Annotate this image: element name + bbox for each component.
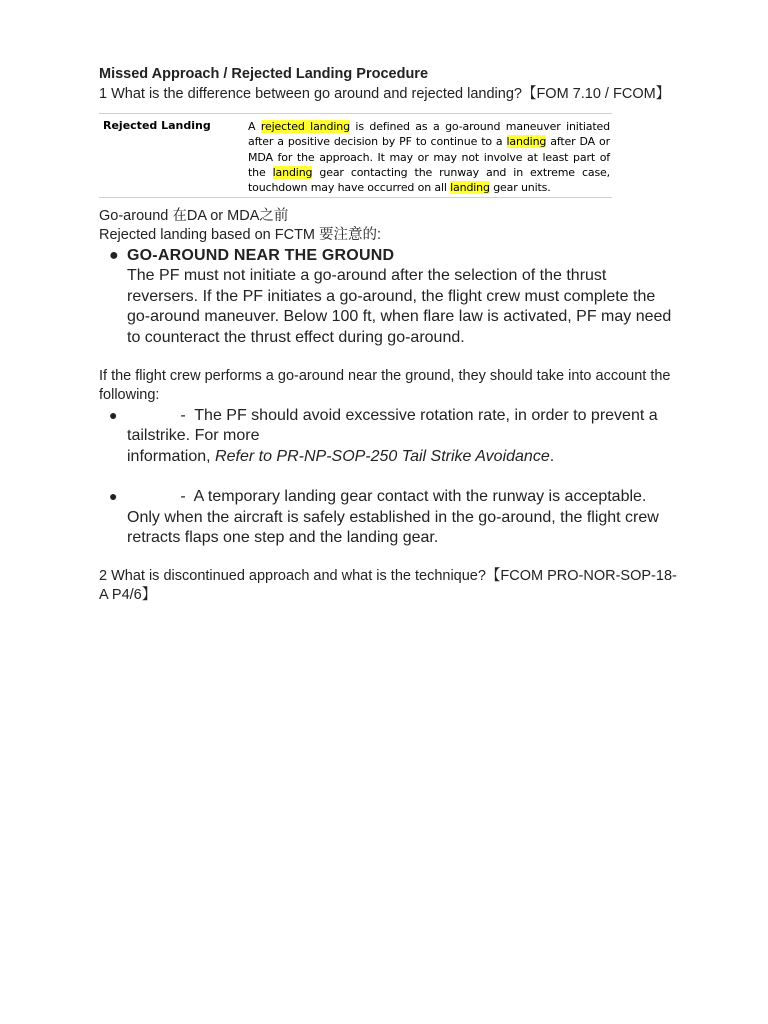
item-text: - A temporary landing gear contact with the runway is acceptable.	[127, 488, 647, 506]
main-bullet-list	[99, 246, 679, 348]
question-1: 1 What is the difference between go around and rejected landing?【FOM 7.10 / FCOM】	[99, 86, 671, 102]
bullet-icon: ●	[109, 488, 118, 505]
highlight-rejected-landing: rejected landing	[260, 120, 350, 133]
item-detail: Only when the aircraft is safely established in the go-around, the flight crew retracts flaps one step and the landing gear.	[127, 508, 659, 547]
highlight-landing: landing	[506, 135, 547, 149]
item-suffix: .	[549, 447, 555, 465]
item-reference	[127, 447, 679, 467]
question-2: 2 What is discontinued approach and what is the technique?【FCOM PRO-NOR-SOP-18-A P4/6】	[99, 568, 677, 604]
highlight-landing: landing	[272, 165, 313, 179]
item-prefix: information,	[127, 447, 216, 465]
bullet-body: The PF must not initiate a go-around after the selection of the thrust reversers. If the PF initiates a go-around, the flight crew must complete the go-around maneuver. Below 100 ft, when flare law is activated, PF may need to counteract the thrust effect during go-around.	[127, 267, 672, 346]
bullet-icon: ●	[109, 247, 119, 264]
page-title: Missed Approach / Rejected Landing Procedure	[99, 66, 429, 82]
bullet-heading: GO-AROUND NEAR THE GROUND	[127, 247, 395, 264]
sop-reference: Refer to PR-NP-SOP-250 Tail Strike Avoidance	[215, 447, 550, 465]
definition-part: is defined as a go-around maneuver initiated after a positive decision by PF to continue to a	[248, 120, 610, 149]
list-item	[99, 246, 679, 348]
definition-part: gear units.	[489, 181, 551, 195]
consideration-list	[99, 406, 679, 548]
document-page	[99, 64, 679, 605]
definition-part: gear contacting the runway and in extreme case, touchdown may have occurred on all	[248, 165, 610, 195]
definition-part: after DA or MDA for the approach. It may or may not involve at least part of the	[248, 135, 610, 179]
note-rejected-landing: Rejected landing based on FCTM 要注意的:	[99, 227, 382, 243]
definition-text	[248, 119, 610, 195]
list-item	[99, 487, 679, 548]
definition-term: Rejected Landing	[103, 119, 211, 132]
bullet-icon: ●	[109, 407, 118, 424]
intro-paragraph: If the flight crew performs a go-around near the ground, they should take into account the following:	[99, 368, 671, 404]
definition-part: A	[248, 120, 261, 133]
highlight-landing: landing	[450, 181, 490, 195]
note-go-around: Go-around 在DA or MDA之前	[99, 208, 289, 224]
list-spacer	[99, 467, 679, 487]
item-text: - The PF should avoid excessive rotation rate, in order to prevent a tailstrike. For more	[127, 407, 663, 445]
definition-table	[99, 113, 612, 198]
list-item	[99, 406, 679, 467]
